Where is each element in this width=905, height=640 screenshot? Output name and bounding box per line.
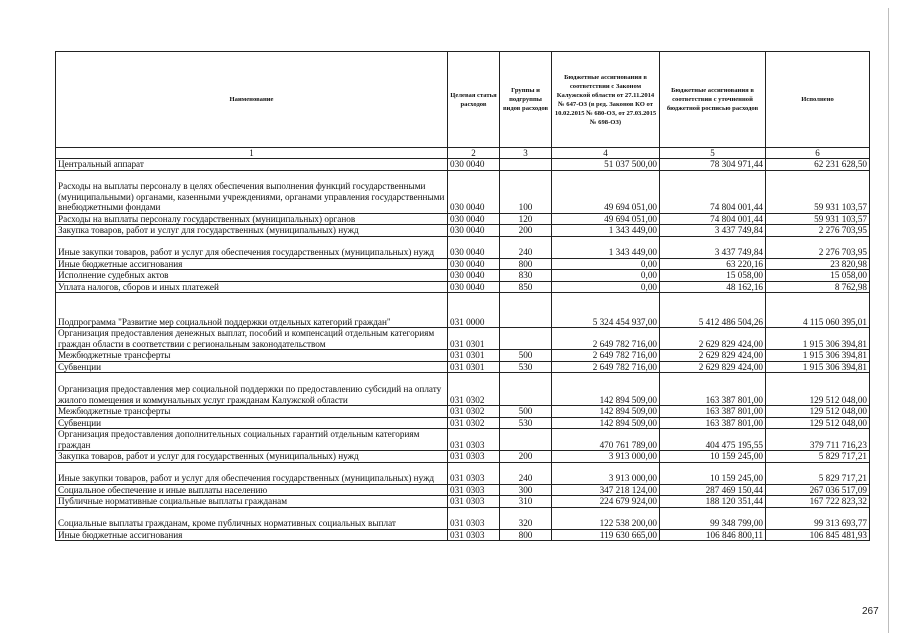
table-row bbox=[56, 429, 870, 451]
row-executed: 1 915 306 394,81 bbox=[766, 361, 870, 373]
row-target-article: 031 0000 bbox=[448, 293, 500, 328]
row-budget-revised: 99 348 799,00 bbox=[660, 507, 766, 529]
row-executed: 8 762,98 bbox=[766, 281, 870, 293]
row-executed: 15 058,00 bbox=[766, 270, 870, 282]
row-name: Субвенции bbox=[56, 361, 448, 373]
row-name: Уплата налогов, сборов и иных платежей bbox=[56, 281, 448, 293]
row-expense-group bbox=[500, 429, 552, 451]
row-executed: 4 115 060 395,01 bbox=[766, 293, 870, 328]
row-executed: 23 820,98 bbox=[766, 258, 870, 270]
row-executed: 2 276 703,95 bbox=[766, 236, 870, 258]
row-expense-group: 850 bbox=[500, 281, 552, 293]
table-header-row bbox=[56, 52, 870, 148]
row-executed: 106 845 481,93 bbox=[766, 529, 870, 541]
column-number: 3 bbox=[500, 148, 552, 159]
row-name: Организация предоставления денежных выплат, пособий и компенсаций отдельным категориям граждан области в соответствии с региональным законодательством bbox=[56, 328, 448, 350]
row-budget-revised: 3 437 749,84 bbox=[660, 225, 766, 237]
row-executed: 2 276 703,95 bbox=[766, 225, 870, 237]
row-budget-law: 224 679 924,00 bbox=[552, 496, 660, 508]
row-target-article: 031 0301 bbox=[448, 350, 500, 362]
row-budget-revised: 10 159 245,00 bbox=[660, 462, 766, 484]
header-budget-revised: Бюджетные ассигнования в соответствии с уточненной бюджетной росписью расходов bbox=[660, 52, 766, 148]
row-target-article: 030 0040 bbox=[448, 281, 500, 293]
table-row bbox=[56, 507, 870, 529]
row-budget-revised: 78 304 971,44 bbox=[660, 159, 766, 171]
row-name: Иные закупки товаров, работ и услуг для обеспечения государственных (муниципальных) нужд bbox=[56, 236, 448, 258]
row-name: Публичные нормативные социальные выплаты гражданам bbox=[56, 496, 448, 508]
row-budget-revised: 48 162,16 bbox=[660, 281, 766, 293]
row-target-article: 031 0303 bbox=[448, 462, 500, 484]
table-row bbox=[56, 496, 870, 508]
row-expense-group: 830 bbox=[500, 270, 552, 282]
page-number: 267 bbox=[862, 606, 879, 617]
row-expense-group: 240 bbox=[500, 462, 552, 484]
table-row bbox=[56, 170, 870, 213]
row-budget-revised: 10 159 245,00 bbox=[660, 451, 766, 463]
row-budget-law: 5 324 454 937,00 bbox=[552, 293, 660, 328]
table-row bbox=[56, 373, 870, 406]
row-name: Закупка товаров, работ и услуг для государственных (муниципальных) нужд bbox=[56, 225, 448, 237]
row-target-article: 031 0301 bbox=[448, 361, 500, 373]
row-budget-law: 1 343 449,00 bbox=[552, 225, 660, 237]
row-budget-revised: 74 804 001,44 bbox=[660, 170, 766, 213]
column-number: 2 bbox=[448, 148, 500, 159]
row-executed: 129 512 048,00 bbox=[766, 406, 870, 418]
column-number: 6 bbox=[766, 148, 870, 159]
row-expense-group bbox=[500, 159, 552, 171]
row-name: Исполнение судебных актов bbox=[56, 270, 448, 282]
row-name: Межбюджетные трансферты bbox=[56, 406, 448, 418]
row-name: Подпрограмма "Развитие мер социальной поддержки отдельных категорий граждан" bbox=[56, 293, 448, 328]
table-row bbox=[56, 406, 870, 418]
row-expense-group bbox=[500, 328, 552, 350]
row-target-article: 031 0302 bbox=[448, 406, 500, 418]
column-number: 5 bbox=[660, 148, 766, 159]
row-name: Расходы на выплаты персоналу в целях обеспечения выполнения функций государственными (муниципальными) органами, казенными учреждениями, органами управления государственными внебюджетными фондами bbox=[56, 170, 448, 213]
row-budget-revised: 15 058,00 bbox=[660, 270, 766, 282]
row-target-article: 030 0040 bbox=[448, 159, 500, 171]
header-budget-law: Бюджетные ассигнования в соответствии с Законом Калужской области от 27.11.2014 № 647-ОЗ (в ред. Законов КО от 10.02.2015 № 680-ОЗ, от 27.03.2015 № 698-ОЗ) bbox=[552, 52, 660, 148]
row-target-article: 030 0040 bbox=[448, 225, 500, 237]
row-name: Иные бюджетные ассигнования bbox=[56, 529, 448, 541]
row-executed: 1 915 306 394,81 bbox=[766, 328, 870, 350]
row-executed: 167 722 823,32 bbox=[766, 496, 870, 508]
row-budget-revised: 163 387 801,00 bbox=[660, 417, 766, 429]
budget-execution-table bbox=[55, 51, 870, 541]
row-budget-law: 347 218 124,00 bbox=[552, 484, 660, 496]
row-budget-revised: 74 804 001,44 bbox=[660, 213, 766, 225]
row-expense-group: 240 bbox=[500, 236, 552, 258]
row-name: Социальное обеспечение и иные выплаты населению bbox=[56, 484, 448, 496]
header-name: Наименование bbox=[56, 52, 448, 148]
row-name: Иные закупки товаров, работ и услуг для обеспечения государственных (муниципальных) нужд bbox=[56, 462, 448, 484]
row-budget-law: 49 694 051,00 bbox=[552, 170, 660, 213]
column-number-row bbox=[56, 148, 870, 159]
table-row bbox=[56, 451, 870, 463]
row-name: Субвенции bbox=[56, 417, 448, 429]
row-target-article: 030 0040 bbox=[448, 270, 500, 282]
table-row bbox=[56, 258, 870, 270]
row-expense-group: 800 bbox=[500, 258, 552, 270]
row-name: Межбюджетные трансферты bbox=[56, 350, 448, 362]
row-budget-revised: 5 412 486 504,26 bbox=[660, 293, 766, 328]
row-target-article: 031 0302 bbox=[448, 417, 500, 429]
row-expense-group: 500 bbox=[500, 406, 552, 418]
row-budget-revised: 3 437 749,84 bbox=[660, 236, 766, 258]
table-row bbox=[56, 159, 870, 171]
row-expense-group: 800 bbox=[500, 529, 552, 541]
table-row bbox=[56, 281, 870, 293]
row-executed: 99 313 693,77 bbox=[766, 507, 870, 529]
table-row bbox=[56, 529, 870, 541]
row-budget-law: 0,00 bbox=[552, 270, 660, 282]
row-name: Закупка товаров, работ и услуг для государственных (муниципальных) нужд bbox=[56, 451, 448, 463]
row-budget-law: 0,00 bbox=[552, 281, 660, 293]
row-expense-group: 200 bbox=[500, 451, 552, 463]
row-executed: 62 231 628,50 bbox=[766, 159, 870, 171]
table-row bbox=[56, 361, 870, 373]
row-budget-revised: 2 629 829 424,00 bbox=[660, 361, 766, 373]
row-budget-law: 49 694 051,00 bbox=[552, 213, 660, 225]
row-executed: 1 915 306 394,81 bbox=[766, 350, 870, 362]
row-expense-group bbox=[500, 293, 552, 328]
row-budget-revised: 106 846 800,11 bbox=[660, 529, 766, 541]
row-budget-revised: 188 120 351,44 bbox=[660, 496, 766, 508]
row-budget-law: 3 913 000,00 bbox=[552, 462, 660, 484]
row-executed: 129 512 048,00 bbox=[766, 373, 870, 406]
row-executed: 129 512 048,00 bbox=[766, 417, 870, 429]
row-target-article: 031 0303 bbox=[448, 496, 500, 508]
row-executed: 5 829 717,21 bbox=[766, 451, 870, 463]
table-row bbox=[56, 270, 870, 282]
row-expense-group: 530 bbox=[500, 417, 552, 429]
row-target-article: 031 0302 bbox=[448, 373, 500, 406]
row-target-article: 031 0303 bbox=[448, 507, 500, 529]
row-target-article: 030 0040 bbox=[448, 258, 500, 270]
column-number: 1 bbox=[56, 148, 448, 159]
header-executed: Исполнено bbox=[766, 52, 870, 148]
table-row bbox=[56, 462, 870, 484]
row-budget-law: 122 538 200,00 bbox=[552, 507, 660, 529]
row-expense-group: 310 bbox=[500, 496, 552, 508]
table-row bbox=[56, 213, 870, 225]
table-row bbox=[56, 417, 870, 429]
row-budget-law: 142 894 509,00 bbox=[552, 373, 660, 406]
row-executed: 59 931 103,57 bbox=[766, 170, 870, 213]
row-budget-revised: 163 387 801,00 bbox=[660, 373, 766, 406]
row-expense-group: 200 bbox=[500, 225, 552, 237]
row-target-article: 031 0301 bbox=[448, 328, 500, 350]
row-expense-group: 300 bbox=[500, 484, 552, 496]
row-expense-group: 500 bbox=[500, 350, 552, 362]
page-edge-line bbox=[888, 8, 889, 633]
row-executed: 59 931 103,57 bbox=[766, 213, 870, 225]
row-target-article: 031 0303 bbox=[448, 429, 500, 451]
row-expense-group: 100 bbox=[500, 170, 552, 213]
row-budget-law: 1 343 449,00 bbox=[552, 236, 660, 258]
row-budget-law: 142 894 509,00 bbox=[552, 417, 660, 429]
column-number: 4 bbox=[552, 148, 660, 159]
table-row bbox=[56, 225, 870, 237]
row-expense-group: 530 bbox=[500, 361, 552, 373]
row-name: Организация предоставления мер социальной поддержки по предоставлению субсидий на оплату жилого помещения и коммунальных услуг гражданам Калужской области bbox=[56, 373, 448, 406]
row-executed: 379 711 716,23 bbox=[766, 429, 870, 451]
row-name: Социальные выплаты гражданам, кроме публичных нормативных социальных выплат bbox=[56, 507, 448, 529]
row-budget-law: 51 037 500,00 bbox=[552, 159, 660, 171]
row-target-article: 030 0040 bbox=[448, 213, 500, 225]
row-target-article: 030 0040 bbox=[448, 236, 500, 258]
row-name: Организация предоставления дополнительных социальных гарантий отдельным категориям граждан bbox=[56, 429, 448, 451]
row-target-article: 030 0040 bbox=[448, 170, 500, 213]
table-row bbox=[56, 236, 870, 258]
row-name: Иные бюджетные ассигнования bbox=[56, 258, 448, 270]
row-budget-law: 470 761 789,00 bbox=[552, 429, 660, 451]
row-expense-group: 120 bbox=[500, 213, 552, 225]
table-row bbox=[56, 484, 870, 496]
row-name: Расходы на выплаты персоналу государственных (муниципальных) органов bbox=[56, 213, 448, 225]
row-budget-revised: 404 475 195,55 bbox=[660, 429, 766, 451]
row-expense-group bbox=[500, 373, 552, 406]
row-expense-group: 320 bbox=[500, 507, 552, 529]
table-row bbox=[56, 328, 870, 350]
header-expense-group: Группы и подгруппы видов расходов bbox=[500, 52, 552, 148]
row-executed: 267 036 517,09 bbox=[766, 484, 870, 496]
row-budget-law: 2 649 782 716,00 bbox=[552, 350, 660, 362]
row-executed: 5 829 717,21 bbox=[766, 462, 870, 484]
header-target-article: Целевая статья расходов bbox=[448, 52, 500, 148]
row-budget-law: 0,00 bbox=[552, 258, 660, 270]
row-target-article: 031 0303 bbox=[448, 484, 500, 496]
table-row bbox=[56, 350, 870, 362]
row-budget-revised: 163 387 801,00 bbox=[660, 406, 766, 418]
row-name: Центральный аппарат bbox=[56, 159, 448, 171]
row-budget-law: 3 913 000,00 bbox=[552, 451, 660, 463]
row-budget-revised: 2 629 829 424,00 bbox=[660, 350, 766, 362]
row-budget-law: 2 649 782 716,00 bbox=[552, 361, 660, 373]
row-budget-law: 119 630 665,00 bbox=[552, 529, 660, 541]
row-budget-law: 2 649 782 716,00 bbox=[552, 328, 660, 350]
row-budget-revised: 287 469 150,44 bbox=[660, 484, 766, 496]
row-budget-revised: 63 220,16 bbox=[660, 258, 766, 270]
row-budget-revised: 2 629 829 424,00 bbox=[660, 328, 766, 350]
row-target-article: 031 0303 bbox=[448, 529, 500, 541]
row-budget-law: 142 894 509,00 bbox=[552, 406, 660, 418]
row-target-article: 031 0303 bbox=[448, 451, 500, 463]
table-row bbox=[56, 293, 870, 328]
